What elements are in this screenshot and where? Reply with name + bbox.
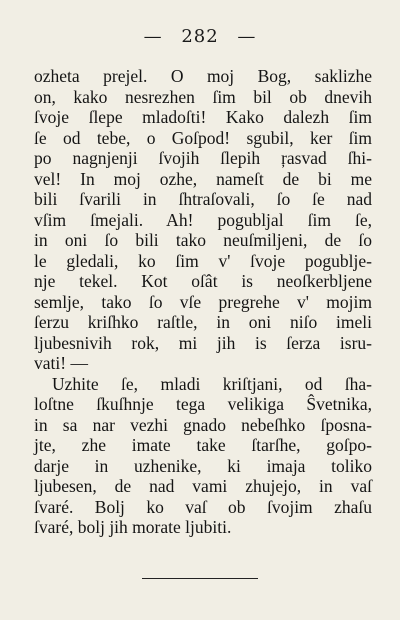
text-line: ozheta prejel. O moj Bog, saklizhe [34, 66, 372, 86]
text-line: jte, zhe imate take ſtarſhe, goſpo- [34, 435, 372, 455]
text-line: vati! — [34, 353, 88, 373]
header-dash-left: — [143, 26, 163, 47]
text-line: vel! In moj ozhe, nameſt de bi me [34, 168, 372, 189]
page-header [0, 26, 400, 47]
page-number: 282 [181, 26, 219, 47]
text-line: ljubesen, de nad vami zhujejo, in vaſ [34, 476, 372, 496]
text-line: ſvaré, bolj jih morate ljubiti. [34, 517, 232, 537]
text-line: loſtne ſkuſhnje tega velikiga Ŝvetnika, [34, 394, 372, 414]
text-line: darje in uzhenike, ki imaja toliko [34, 455, 372, 476]
end-rule [142, 578, 258, 579]
text-line: ljubesnivih rok, mi jih is ſerza isru- [34, 332, 372, 353]
paragraph-2 [34, 374, 372, 538]
text-line: bili ſvarili in ſhtraſovali, ſo ſe nad [34, 189, 372, 209]
text-line: on, kako nesrezhen ſim bil ob dnevih [34, 86, 372, 107]
page-body [34, 66, 372, 538]
text-line: ſe od tebe, o Goſpod! sgubil, ker ſim [34, 127, 372, 148]
header-dash-right: — [237, 26, 257, 47]
text-line: ſerzu kriſhko raſtle, in oni niſo imeli [34, 312, 372, 332]
text-line: in oni ſo bili tako neuſmiljeni, de ſo [34, 230, 372, 250]
text-line: po nagnjenji ſvojih ſlepih ŗasvad ſhi- [34, 148, 372, 168]
text-line: vſim ſmejali. Ah! pogubljal ſim ſe, [34, 209, 372, 230]
text-line: le gledali, ko ſim v' ſvoje pogublje- [34, 250, 372, 271]
text-line: semlje, tako ſo vſe pregrehe v' mojim [34, 291, 372, 312]
text-line: ſvoje ſlepe mladoſti! Kako dalezh ſim [34, 107, 372, 127]
text-line: in sa nar vezhi gnado nebeſhko ſposna- [34, 414, 372, 435]
text-line: nje tekel. Kot oſât is neoſkerbljene [34, 271, 372, 291]
text-line: Uzhite ſe, mladi kriſtjani, od ſha- [52, 373, 372, 394]
paragraph-1 [34, 66, 372, 374]
text-line: ſvaré. Bolj ko vaſ ob ſvojim zhaſu [34, 496, 372, 517]
